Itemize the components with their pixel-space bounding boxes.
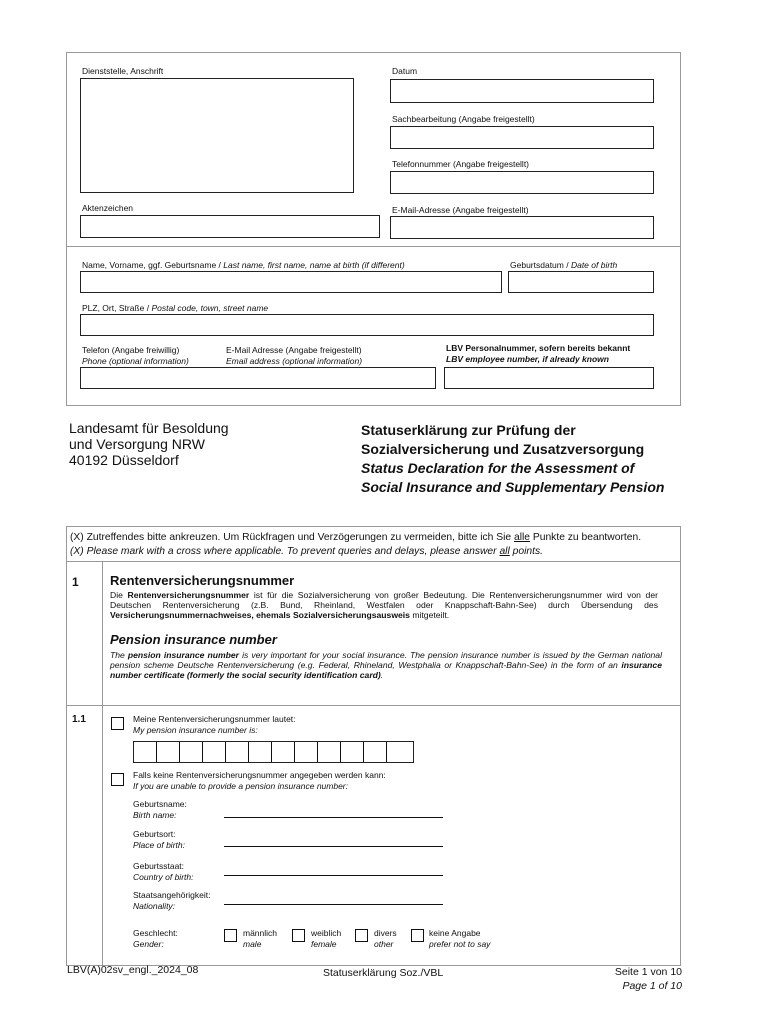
gender-none-checkbox[interactable] xyxy=(411,929,424,942)
footer-center: Statuserklärung Soz./VBL xyxy=(323,967,444,979)
email-field[interactable] xyxy=(390,216,654,239)
dob-field[interactable] xyxy=(508,271,654,293)
email-label: E-Mail-Adresse (Angabe freigestellt) xyxy=(392,205,529,215)
lbv-number-field[interactable] xyxy=(444,367,654,389)
gender-female-checkbox[interactable] xyxy=(292,929,305,942)
gender-diverse-label: divers other xyxy=(374,928,397,949)
birth-place-label: Geburtsort: Place of birth: xyxy=(133,829,185,850)
gender-none-label: keine Angabe prefer not to say xyxy=(429,928,491,949)
footer-form-code: LBV(A)02sv_engl._2024_08 xyxy=(67,964,199,976)
section1-text-de: Die Rentenversicherungsnummer ist für die Sozialversicherung von großer Bedeutung. Die Rentenversicherungsnummer wird von der Deutschen Rentenversicherung (z.B. Bund, Rheinland, Westfalen oder Knappschaft-Bahn-See) durch Übersendung des Versicherungsnummernachweises, ehemals Sozialversicherungsausweis mitgeteilt. xyxy=(110,590,658,620)
section1-heading: Rentenversicherungsnummer xyxy=(110,573,295,588)
has-pension-number-checkbox[interactable] xyxy=(111,717,124,730)
phone-field[interactable] xyxy=(390,171,654,194)
section1-heading-en: Pension insurance number xyxy=(110,632,277,647)
section1-number: 1 xyxy=(72,575,79,589)
section1-text-en: The pension insurance number is very important for your social insurance. The pension insurance number is issued by the German national pension scheme Deutsche Rentenversicherung (e.g. Federal, Rhineland, Westphalia or Knappschaft-Bahn-See) in the form of an insurance number certificate (formerly the social security identification card). xyxy=(110,650,662,680)
date-label: Datum xyxy=(392,66,418,76)
name-label: Name, Vorname, ggf. Geburtsname / Last name, first name, name at birth (if different) xyxy=(82,260,405,270)
recipient-address: Landesamt für Besoldung und Versorgung NRW 40192 Düsseldorf xyxy=(69,420,229,468)
gender-female-label: weiblich female xyxy=(311,928,342,949)
date-field[interactable] xyxy=(390,79,654,103)
address-field[interactable] xyxy=(80,314,654,336)
no-pension-number-label: Falls keine Rentenversicherungsnummer angegeben werden kann: If you are unable to provide a pension insurance number: xyxy=(133,770,386,791)
gender-diverse-checkbox[interactable] xyxy=(355,929,368,942)
contact-phone-field[interactable] xyxy=(80,367,436,389)
gender-male-checkbox[interactable] xyxy=(224,929,237,942)
office-address-field[interactable] xyxy=(80,78,354,193)
form-title: Statuserklärung zur Prüfung der Sozialversicherung und Zusatzversorgung Status Declaration for the Assessment of Social Insurance and Supplementary Pension xyxy=(361,422,665,495)
gender-male-label: männlich male xyxy=(243,928,278,949)
section1-divider xyxy=(66,705,681,706)
birth-country-line[interactable] xyxy=(224,875,443,876)
instructions-divider xyxy=(66,561,681,562)
contact-phone-label: Telefon (Angabe freiwillig) Phone (optional information) xyxy=(82,345,189,366)
address-label: PLZ, Ort, Straße / Postal code, town, street name xyxy=(82,303,269,313)
gender-label: Geschlecht: Gender: xyxy=(133,928,178,949)
birth-name-label: Geburtsname: Birth name: xyxy=(133,799,187,820)
birth-place-line[interactable] xyxy=(224,846,443,847)
clerk-field[interactable] xyxy=(390,126,654,149)
file-ref-label: Aktenzeichen xyxy=(82,203,134,213)
office-label: Dienststelle, Anschrift xyxy=(82,66,164,76)
nationality-line[interactable] xyxy=(224,904,443,905)
no-pension-number-checkbox[interactable] xyxy=(111,773,124,786)
lbv-number-label: LBV Personalnummer, sofern bereits bekannt LBV employee number, if already known xyxy=(446,343,631,364)
instructions: (X) Zutreffendes bitte ankreuzen. Um Rückfragen und Verzögerungen zu vermeiden, bitte ich Sie alle Punkte zu beantworten. (X) Please mark with a cross where applicable. To prevent queries and delays, please answer all points. xyxy=(70,532,642,557)
clerk-label: Sachbearbeitung (Angabe freigestellt) xyxy=(392,114,535,124)
number-column-divider xyxy=(102,561,103,966)
birth-name-line[interactable] xyxy=(224,817,443,818)
section1-1-number: 1.1 xyxy=(72,714,86,725)
nationality-label: Staatsangehörigkeit: Nationality: xyxy=(133,890,211,911)
footer-page-number: Seite 1 von 10 Page 1 of 10 xyxy=(614,966,682,992)
pension-number-input[interactable] xyxy=(133,741,414,763)
phone-label: Telefonnummer (Angabe freigestellt) xyxy=(392,159,530,169)
file-ref-field[interactable] xyxy=(80,215,380,238)
dob-label: Geburtsdatum / Date of birth xyxy=(510,260,618,270)
header-divider xyxy=(66,246,681,247)
contact-email-label: E-Mail Adresse (Angabe freigestellt) Email address (optional information) xyxy=(226,345,363,366)
birth-country-label: Geburtsstaat: Country of birth: xyxy=(133,861,194,882)
name-field[interactable] xyxy=(80,271,502,293)
has-pension-number-label: Meine Rentenversicherungsnummer lautet: My pension insurance number is: xyxy=(133,714,296,735)
